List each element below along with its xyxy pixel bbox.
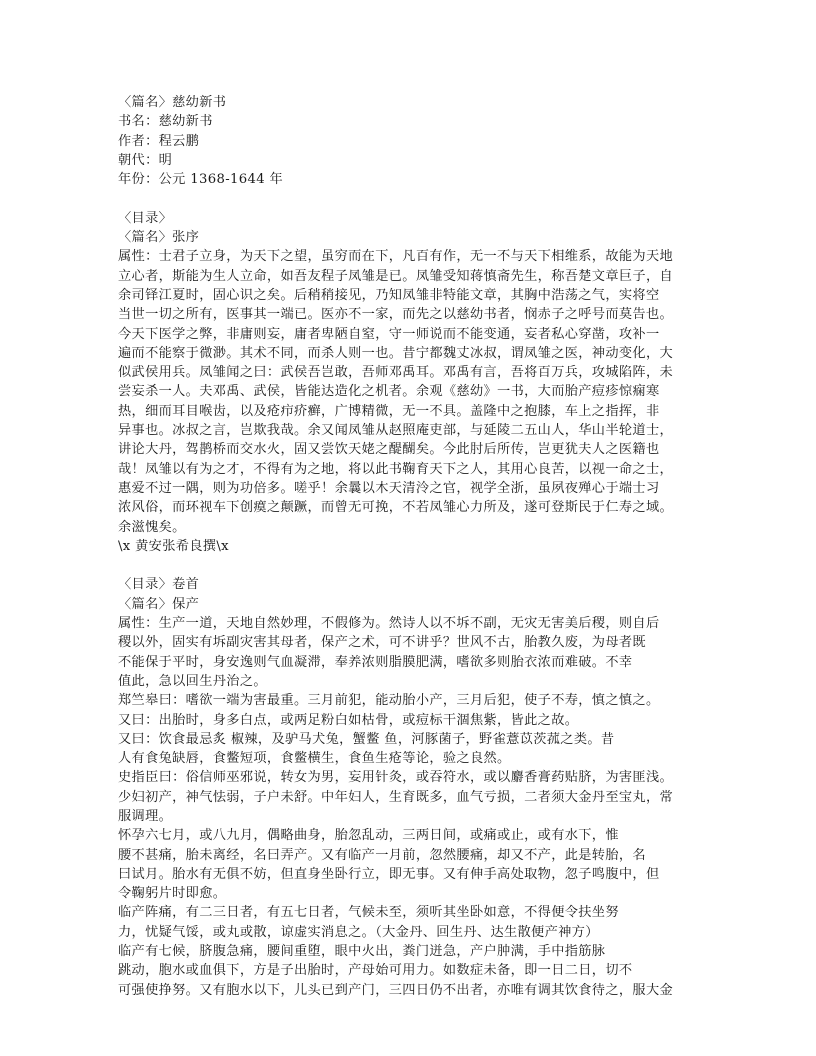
text-line: 异事也。冰叔之言，岂欺我哉。余又闻凤雏从赵照庵吏部，与延陵二五山人，华山半轮道士， <box>118 423 674 439</box>
text-line: 令鞠躬片时即愈。 <box>118 886 227 902</box>
text-line: 少妇初产，神气怯弱，子户未舒。中年妇人，生育既多，血气亏损，二者须大金丹至宝丸，常 <box>118 789 674 805</box>
text-line: 又曰：出胎时，身多白点，或两足粉白如枯骨，或痘标干涸焦紫，皆此之故。 <box>118 712 579 728</box>
text-line: 值此，急以回生丹治之。 <box>118 673 267 689</box>
text-line: 讲论大丹，驾鹊桥而交水火，固又尝饮天姥之醍醐矣。今此肘后所传，岂更犹夫人之医籍也 <box>118 442 660 458</box>
text-line: 不能保于平时，身安逸则气血凝滞，奉养浓则脂膜肥满，嗜欲多则胎衣浓而难破。不幸 <box>118 654 633 670</box>
header-block <box>118 93 702 189</box>
text-line: 立心者，斯能为生人立命，如吾友程子凤雏是已。凤雏受知蒋慎斋先生，称吾楚文章巨子，自 <box>118 268 674 284</box>
text-line: 当世一切之所有，医事其一端已。医亦不一家，而先之以慈幼书者，悯赤子之呼号而莫告也。 <box>118 307 674 323</box>
section-childbirth <box>118 575 702 1000</box>
section-body <box>118 614 702 1000</box>
year: 年份：公元 1368-1644 年 <box>118 172 284 188</box>
toc-label: 〈目录〉 <box>118 210 173 226</box>
text-line: 热，细而耳目喉齿，以及疮疖疥癣，广博精微，无一不具。盖隆中之抱膝，车上之指挥，非 <box>118 403 660 419</box>
author: 作者：程云鹏 <box>118 133 200 149</box>
text-line: 属性：生产一道，天地自然妙理，不假修为。然诗人以不坼不副，无灾无害美后稷，则自后 <box>118 616 660 632</box>
spacer <box>118 556 702 575</box>
text-line: 服调理。 <box>118 808 173 824</box>
chapter-title: 〈篇名〉慈幼新书 <box>118 95 227 110</box>
text-line: 尝妄杀一人。夫邓禹、武侯，皆能达造化之机者。余观《慈幼》一书，大而胎产痘疹惊痫寒 <box>118 384 660 400</box>
text-line: 属性：士君子立身，为天下之望，虽穷而在下，凡百有作，无一不与天下相维系，故能为天地 <box>118 249 674 265</box>
text-line: 史指臣曰：俗信师巫邪说，转女为男，妄用针灸，或吞符水，或以麝香膏药贴脐，为害匪浅。 <box>118 770 674 786</box>
text-line: 临产有七候，脐腹急痛，腰间重堕，眼中火出，粪门迸急，产户肿满，手中指筋脉 <box>118 944 606 960</box>
text-line: 力，忧疑气馁，或丸或散，谅虚实消息之。（大金丹、回生丹、达生散便产神方） <box>118 924 599 940</box>
text-line: 浓风俗，而环视车下创瘼之颠蹶，而曾无可挽，不若凤雏心力所及，遂可登斯民于仁寿之域。 <box>118 500 674 516</box>
spacer <box>118 189 702 208</box>
text-line: 又曰：饮食最忌炙 椒辣，及驴马犬兔，蟹鳖 鱼，河豚菌子，野雀薏苡茨菰之类。昔 <box>118 731 615 747</box>
section-title: 〈篇名〉张序 <box>118 230 200 246</box>
text-line: 稷以外，固实有坼副灾害其母者，保产之术，可不讲乎？世风不古，胎教久废，为母者既 <box>118 635 646 651</box>
text-line: 郑竺皋曰：嗜欲一端为害最重。三月前犯，能动胎小产，三月后犯，使子不寿，慎之慎之。 <box>118 693 660 709</box>
text-line: 可强使挣努。又有胞水以下，儿头已到产门，三四日仍不出者，亦唯有调其饮食待之，服大金 <box>118 982 674 998</box>
text-line: 余滋愧矣。 <box>118 519 186 535</box>
text-line: 哉！凤雏以有为之才，不得有为之地，将以此书鞠育天下之人，其用心良苦，以视一命之士， <box>118 461 674 477</box>
section-body <box>118 247 702 536</box>
text-line: 似武侯用兵。凤雏闻之曰：武侯吾岂敢，吾师邓禹耳。邓禹有言，吾将百万兵，攻城陷阵，未 <box>118 365 674 381</box>
section-title: 〈篇名〉保产 <box>118 596 200 612</box>
toc-label: 〈目录〉卷首 <box>118 577 200 593</box>
document-page <box>118 93 702 1000</box>
book-name: 书名：慈幼新书 <box>118 114 213 130</box>
text-line: 临产阵痛，有二三日者，有五七日者，气候未至，须听其坐卧如意，不得便令扶坐努 <box>118 905 619 921</box>
signature: \x 黄安张希良撰\x <box>118 538 229 554</box>
text-line: 曰试月。胎水有无俱不妨，但直身坐卧行立，即无事。又有伸手高处取物，忽子鸣腹中，但 <box>118 866 660 882</box>
text-line: 遍而不能察于微渺。其术不同，而杀人则一也。昔宁都魏丈冰叔，谓凤雏之医，神动变化，大 <box>118 345 674 361</box>
text-line: 腰不甚痛，胎未离经，名曰弄产。又有临产一月前，忽然腰痛，却又不产，此是转胎，名 <box>118 847 646 863</box>
text-line: 余司铎江夏时，固心识之矣。后稍稍接见，乃知凤雏非特能文章，其胸中浩荡之气，实将空 <box>118 287 660 303</box>
text-line: 今天下医学之弊，非庸则妄，庸者卑陋自窒，守一师说而不能变通，妄者私心穿凿，攻补一 <box>118 326 660 342</box>
text-line: 惠爱不过一隅，则为功倍多。嗟乎！余曩以木天清泠之官，视学全浙，虽夙夜殚心于端士习 <box>118 480 660 496</box>
section-preface <box>118 209 702 556</box>
text-line: 怀孕六七月，或八九月，偶略曲身，胎忽乱动，三两日间，或痛或止，或有水下，惟 <box>118 828 619 844</box>
text-line: 人有食兔缺唇，食鳖短项，食鳖横生，食鱼生疮等论，验之良然。 <box>118 751 511 767</box>
text-line: 跳动，胞水或血俱下，方是子出胎时，产母始可用力。如数症未备，即一日二日，切不 <box>118 963 633 979</box>
dynasty: 朝代：明 <box>118 152 173 168</box>
